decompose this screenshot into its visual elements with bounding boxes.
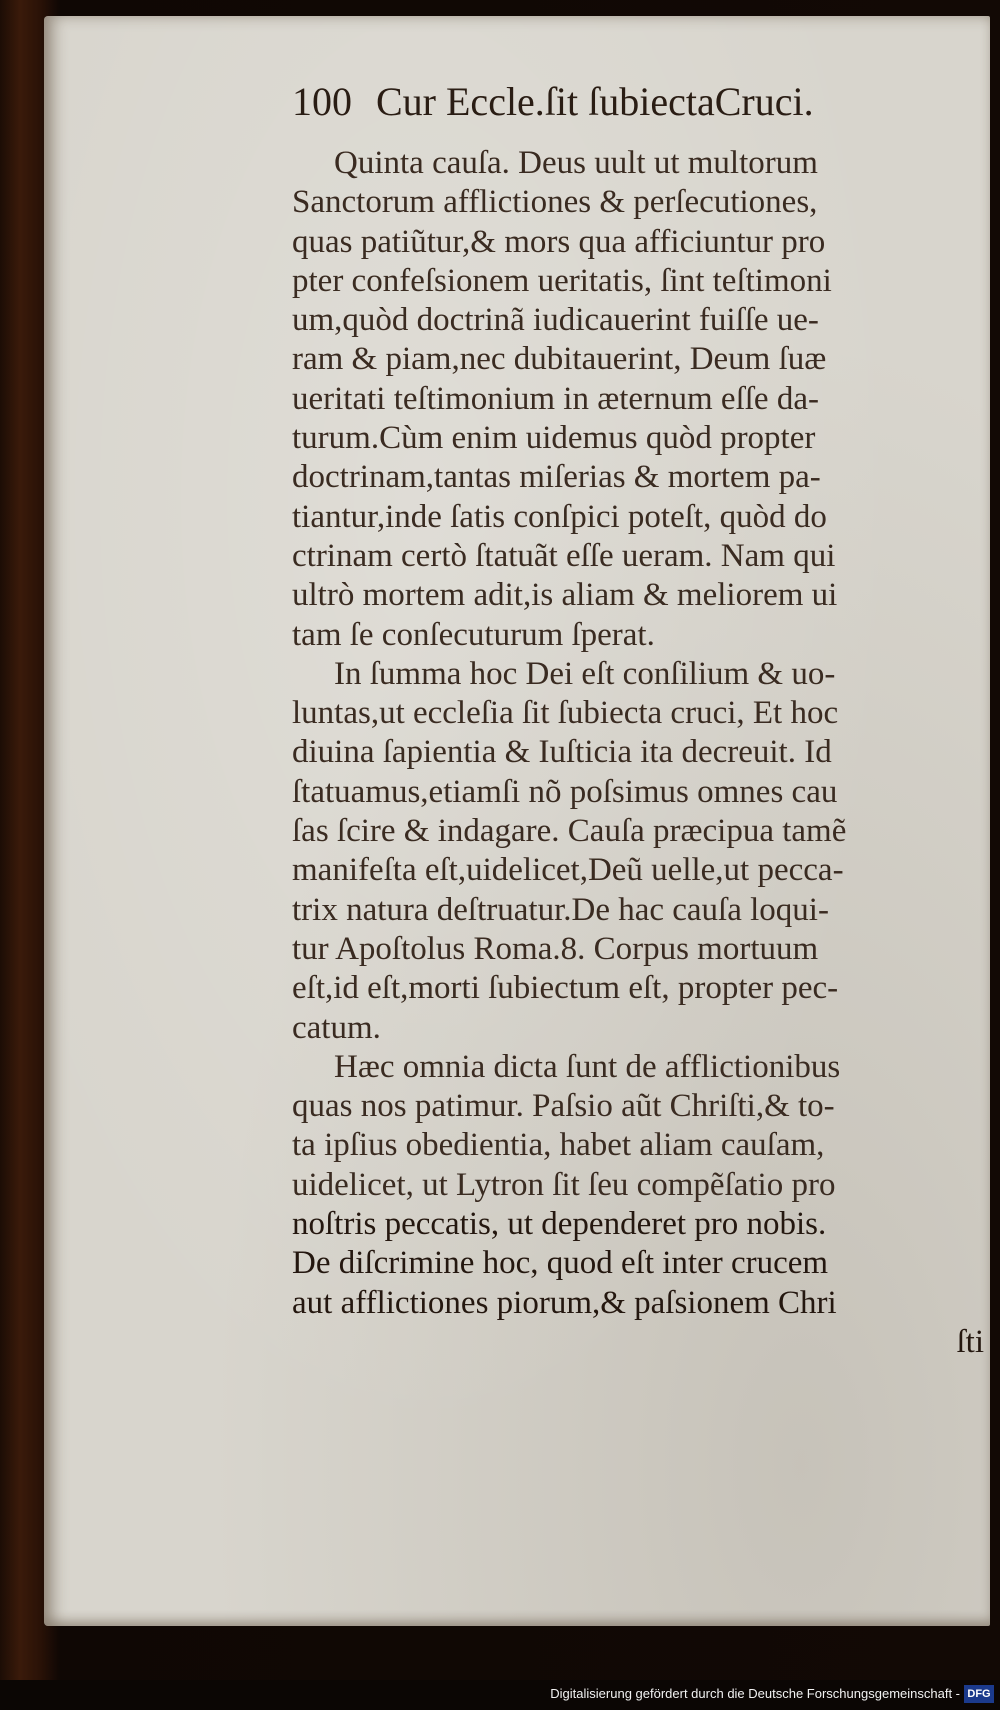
text-line: In ſumma hoc Dei eſt conſilium & uo- — [334, 655, 836, 692]
text-line: pter confeſsionem ueritatis, ſint teſtimoni — [292, 262, 832, 299]
text-line: De diſcrimine hoc, quod eſt inter crucem — [292, 1245, 829, 1282]
text-line: ctrinam certò ſtatuãt eſſe ueram. Nam qui — [292, 537, 836, 574]
text-line: ſtatuamus,etiamſi nõ poſsimus omnes cau — [292, 773, 838, 810]
text-line: Hæc omnia dicta ſunt de afflictionibus — [334, 1048, 841, 1085]
text-line: aut afflictiones piorum,& paſsionem Chri — [292, 1284, 837, 1321]
text-line: diuina ſapientia & Iuſticia ita decreuit. Id — [292, 734, 832, 771]
text-line: Sanctorum afflictiones & perſecutiones, — [292, 184, 818, 221]
text-line: tur Apoſtolus Roma.8. Corpus mortuum — [292, 930, 819, 967]
text-line: ſas ſcire & indagare. Cauſa præcipua tamẽ — [292, 813, 847, 850]
text-line: turum.Cùm enim uidemus quòd propter — [292, 420, 816, 457]
dfg-logo: DFG — [964, 1685, 994, 1703]
text-line: eſt,id eſt,morti ſubiectum eſt, propter pec- — [292, 970, 839, 1007]
text-line: ueritati teſtimonium in æternum eſſe da- — [292, 380, 819, 417]
text-line: manifeſta eſt,uidelicet,Deũ uelle,ut pecca- — [292, 852, 844, 889]
page-number: 100 — [292, 79, 352, 124]
page-header — [292, 72, 952, 132]
text-line: luntas,ut eccleſia ſit ſubiecta cruci, Et hoc — [292, 695, 839, 732]
footer-bar — [0, 1680, 1000, 1710]
text-line: catum. — [292, 1009, 381, 1046]
catchword: ſti — [956, 1323, 984, 1360]
text-line: ram & piam,nec dubitauerint, Deum ſuæ — [292, 341, 827, 378]
text-line: tam ſe conſecuturum ſperat. — [292, 616, 655, 653]
text-line: ta ipſius obedientia, habet aliam cauſam, — [292, 1127, 825, 1164]
running-head: Cur Eccle.ſit ſubiectaCruci. — [376, 79, 814, 124]
book-page — [44, 16, 990, 1626]
text-line: um,quòd doctrinã iudicauerint fuiſſe ue- — [292, 302, 819, 339]
text-line: ultrò mortem adit,is aliam & meliorem ui — [292, 577, 838, 614]
text-line: Quinta cauſa. Deus uult ut multorum — [334, 145, 818, 181]
text-line: tiantur,inde ſatis conſpici poteſt, quòd do — [292, 498, 827, 535]
text-line: noſtris peccatis, ut dependeret pro nobis. — [292, 1206, 827, 1243]
text-line: quas patiũtur,& mors qua afficiuntur pro — [292, 223, 826, 260]
text-line: uidelicet, ut Lytron ſit ſeu compẽſatio pro — [292, 1166, 836, 1203]
funding-credit: Digitalisierung gefördert durch die Deutsche Forschungsgemeinschaft - — [550, 1686, 960, 1701]
text-line: trix natura deſtruatur.De hac cauſa loqui- — [292, 891, 829, 928]
page-body — [292, 144, 992, 1362]
text-line: quas nos patimur. Paſsio aũt Chriſti,& to- — [292, 1088, 835, 1125]
text-line: doctrinam,tantas miſerias & mortem pa- — [292, 459, 821, 496]
